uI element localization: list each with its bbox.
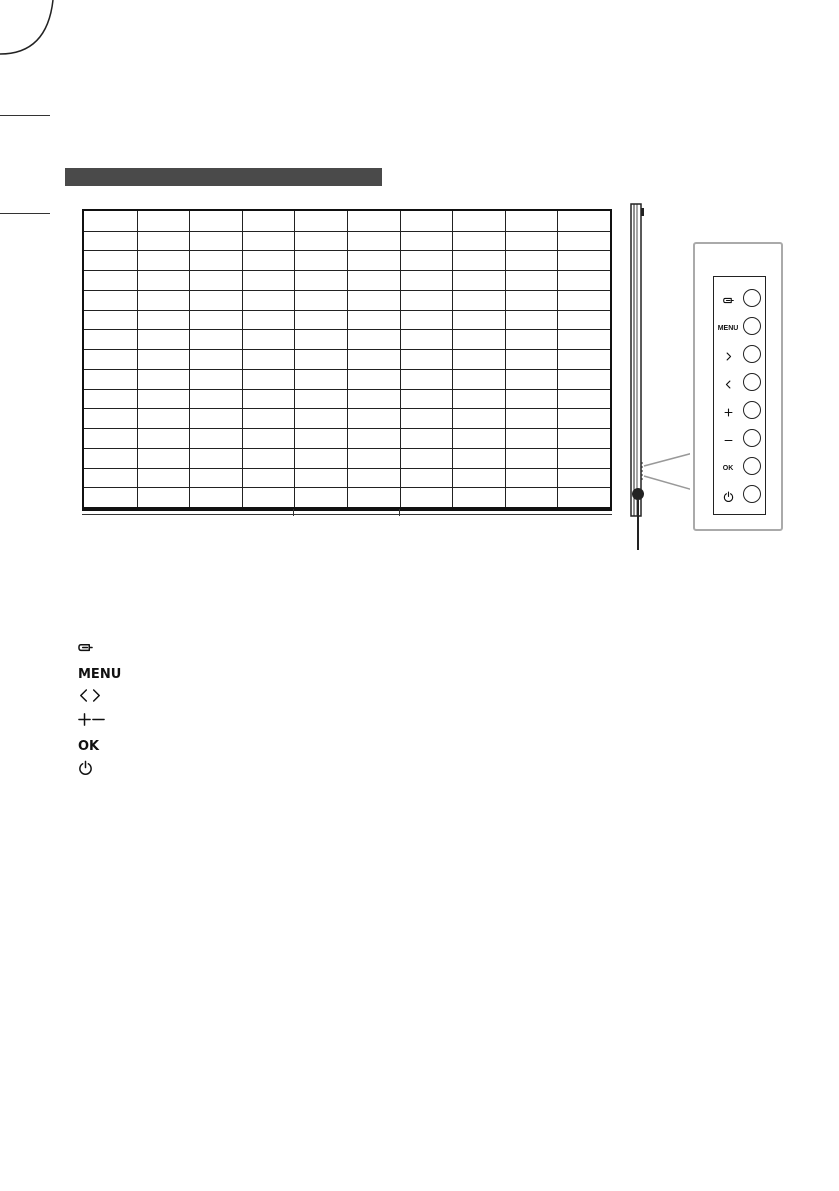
grid-col-line — [242, 211, 243, 507]
input-icon — [78, 640, 93, 660]
menu-text: MENU — [78, 666, 122, 682]
input-icon — [714, 288, 742, 312]
power-icon — [78, 760, 93, 780]
panel-button-row — [714, 372, 765, 396]
page-corner-arc — [0, 0, 60, 60]
chevron-right-icon — [714, 344, 742, 368]
grid-col-line — [557, 211, 558, 507]
legend-item — [78, 760, 93, 780]
chevron-left-icon — [714, 372, 742, 396]
panel-button-row — [714, 316, 765, 340]
panel-button-row — [714, 428, 765, 452]
panel-button[interactable] — [743, 457, 761, 475]
button-panel-zoom — [693, 242, 783, 531]
panel-button[interactable] — [743, 345, 761, 363]
left-right-icon — [78, 688, 102, 708]
grid-col-line — [189, 211, 190, 507]
grid-col-line — [452, 211, 453, 507]
plus-icon — [714, 400, 742, 424]
legend-item — [78, 640, 93, 660]
panel-button[interactable] — [743, 485, 761, 503]
legend-item — [78, 664, 121, 684]
legend-item — [78, 712, 105, 732]
grid-col-line — [347, 211, 348, 507]
minus-icon — [714, 428, 742, 452]
legend-item — [78, 736, 99, 756]
monitor-stand-base — [82, 509, 612, 517]
grid-col-line — [400, 211, 401, 507]
panel-button-row — [714, 400, 765, 424]
panel-button[interactable] — [743, 373, 761, 391]
panel-button[interactable] — [743, 429, 761, 447]
joystick-callout-dot — [632, 488, 644, 500]
menu-text: MENU — [717, 324, 739, 332]
monitor-front-panel-grid — [82, 209, 612, 509]
panel-button-row — [714, 456, 765, 480]
grid-col-line — [294, 211, 295, 507]
legend-item — [78, 688, 102, 708]
panel-button[interactable] — [743, 401, 761, 419]
margin-rule-top — [0, 115, 50, 116]
grid-col-line — [505, 211, 506, 507]
ok-text: OK — [722, 464, 734, 472]
panel-button[interactable] — [743, 317, 761, 335]
panel-button-row — [714, 344, 765, 368]
monitor-side-view — [620, 198, 690, 558]
panel-button[interactable] — [743, 289, 761, 307]
panel-button-row — [714, 288, 765, 312]
ok-text: OK — [78, 738, 100, 754]
panel-button-row — [714, 484, 765, 508]
grid-col-line — [137, 211, 138, 507]
power-icon — [714, 484, 742, 508]
button-panel-inner — [713, 276, 766, 515]
section-header-bar — [65, 168, 382, 186]
margin-rule-bottom — [0, 213, 50, 214]
plus-minus-icon — [78, 712, 105, 732]
